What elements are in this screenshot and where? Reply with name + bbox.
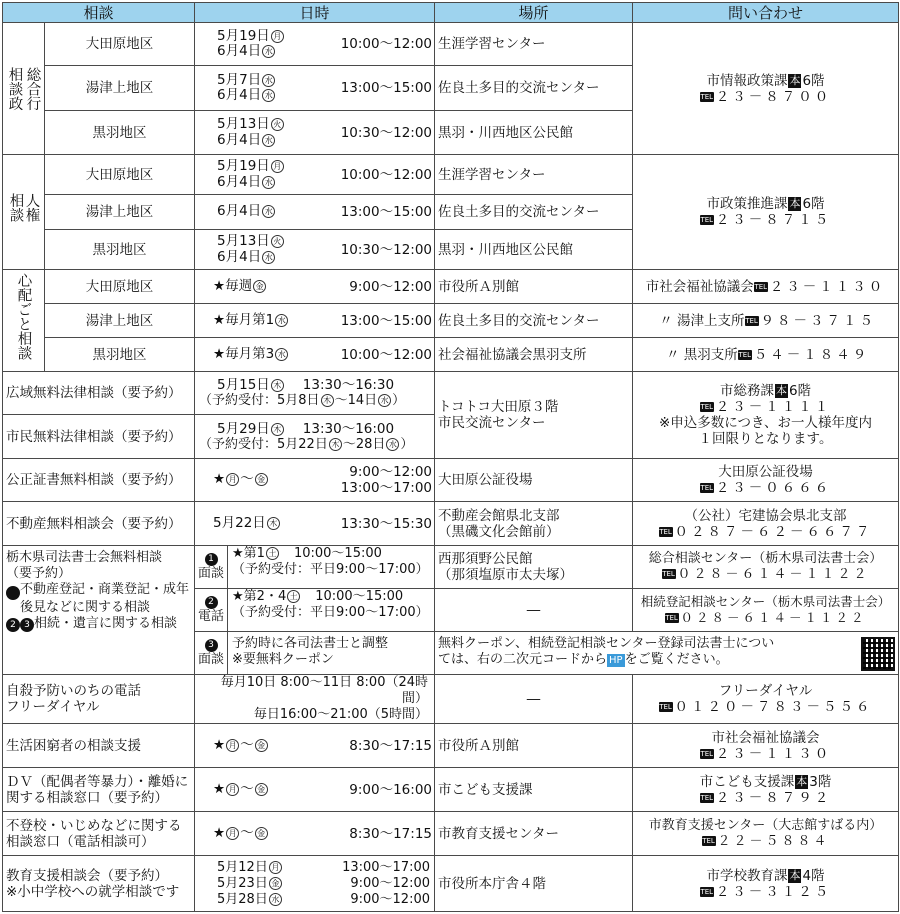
day-icon: 土: [287, 590, 300, 603]
day-icon: 水: [262, 251, 275, 264]
contact-worries-3: 〃 黒羽支所TEL ５４－１８４９: [633, 338, 899, 372]
place: 市役所Ａ別館: [435, 724, 633, 768]
phone-icon: TEL: [700, 216, 714, 224]
day-icon: 月: [226, 827, 239, 840]
area-kuro: 黒羽地区: [45, 230, 195, 270]
phone-icon: TEL: [659, 703, 672, 711]
time: 10:00～12:00: [340, 346, 433, 363]
phone-icon: TEL: [738, 350, 752, 359]
contact-worries-2: 〃 湯津上支所TEL ９８－３７１５: [633, 304, 899, 338]
honcho-icon: 本: [789, 73, 801, 87]
place: 佐良土多目的交流センター: [435, 304, 633, 338]
day-icon: 月: [226, 739, 239, 752]
time: 10:00～12:00: [340, 36, 433, 52]
day-icon: 月: [271, 160, 284, 173]
day-icon: 月: [226, 783, 239, 796]
place: 市教育支援センター: [435, 812, 633, 856]
place: 社会福祉協議会黒羽支所: [435, 338, 633, 372]
place-none: ―: [435, 675, 633, 724]
area-yuzu: 湯津上地区: [45, 66, 195, 111]
time: 13:00～15:00: [340, 312, 433, 329]
place: 生涯学習センター: [435, 23, 633, 66]
phone-icon: TEL: [700, 749, 714, 758]
day-icon: 金: [269, 877, 282, 890]
real-estate-consult: 不動産無料相談会（要予約）: [3, 502, 195, 546]
legal-consult-citizen: 市民無料法律相談（要予約）: [3, 415, 195, 459]
legal-wide-date: 5月15日 木 13:30～16:30 （予約受付：5月8日 木 ～14日 水 ）: [195, 372, 435, 415]
day-icon: 水: [262, 45, 275, 58]
legal-contact: 市総務課 本 6階 TEL ２３－１１１１ ※申込多数につき、お一人様年度内 １回限りとなります。: [633, 372, 899, 459]
number-2-icon: 2: [205, 596, 218, 609]
place: 市役所本庁舎４階: [435, 856, 633, 912]
place: 市役所Ａ別館: [435, 270, 633, 304]
day-icon: 水: [269, 893, 282, 906]
real-estate-place: 不動産会館県北支部 （黒磯文化会館前）: [435, 502, 633, 546]
place: 佐良土多目的交流センター: [435, 66, 633, 111]
time: 10:30～12:00: [340, 124, 433, 141]
phone-icon: TEL: [659, 527, 672, 536]
area-ota: 大田原地区: [45, 270, 195, 304]
truancy-consult: 不登校・いじめなどに関する 相談窓口（電話相談可）: [3, 812, 195, 856]
day-icon: 火: [271, 235, 284, 248]
day-icon: 木: [271, 423, 284, 436]
day-icon: 水: [275, 314, 288, 327]
day-icon: 水: [262, 89, 275, 102]
area-ota: 大田原地区: [45, 155, 195, 195]
header-toiawase: 問い合わせ: [633, 3, 899, 23]
area-yuzu: 湯津上地区: [45, 304, 195, 338]
place: 佐良土多目的交流センター: [435, 195, 633, 230]
group-worries: 心配ごと相談: [3, 270, 45, 372]
legal-citizen-date: 5月29日 木 13:30～16:00 （予約受付：5月22日 木 ～28日 水 ）: [195, 415, 435, 459]
header-basho: 場所: [435, 3, 633, 23]
suicide-prevention-contact: フリーダイヤル TEL ０１２０－７８３－５５６: [633, 675, 899, 724]
livelihood-support: 生活困窮者の相談支援: [3, 724, 195, 768]
day-icon: 金: [255, 739, 268, 752]
day-icon: 月: [226, 473, 239, 486]
hp-icon: HP: [609, 654, 623, 666]
date: 6月4日: [217, 43, 262, 59]
contact-general-admin: 市情報政策課 本 6階 TEL ２３－８７００: [633, 23, 899, 155]
number-3-icon: 3: [20, 618, 34, 632]
day-icon: 金: [255, 827, 268, 840]
header-nichiji: 日時: [195, 3, 435, 23]
header-soudan: 相談: [3, 3, 195, 23]
day-icon: 水: [378, 394, 391, 407]
place: 黒羽・川西地区公民館: [435, 111, 633, 155]
phone-icon: TEL: [700, 887, 714, 896]
honcho-icon: 本: [789, 868, 801, 882]
day-icon: 木: [321, 394, 334, 407]
education-contact: 市学校教育課 本 4階 TEL ２３－３１２５: [633, 856, 899, 912]
day-icon: 水: [275, 348, 288, 361]
truancy-contact: 市教育支援センター（大志館すばる内） TEL ２２－５８８４: [633, 812, 899, 856]
number-3-icon: 3: [205, 639, 218, 652]
coupon-info: 無料クーポン、相続登記相談センター登録司法書士につい ては、右の二次元コードから HP をご覧ください。: [435, 632, 899, 675]
real-estate-contact: （公社）宅建協会県北支部 TEL ０２８７－６２－６６７７: [633, 502, 899, 546]
qr-code-icon[interactable]: [861, 637, 895, 671]
group-label-part: 相談政: [6, 66, 23, 111]
place: 生涯学習センター: [435, 155, 633, 195]
contact-worries-1: 市社会福祉協議会TEL ２３－１１３０: [633, 270, 899, 304]
number-1-icon: [6, 586, 20, 600]
phone-icon: TEL: [754, 282, 768, 291]
scrivener-place: 西那須野公民館 （那須塩原市太夫塚）: [435, 546, 633, 589]
group-label-part: 総合行: [24, 66, 41, 111]
education-support: 教育支援相談会（要予約） ※小中学校への就学相談です: [3, 856, 195, 912]
notary-consult: 公正証書無料相談（要予約）: [3, 459, 195, 502]
day-icon: 水: [386, 438, 399, 451]
place: 大田原公証役場: [435, 459, 633, 502]
dv-contact: 市こども支援課 本 3階 TEL ２３－８７９２: [633, 768, 899, 812]
contact-human-rights: 市政策推進課 本 6階 TEL ２３－８７１５: [633, 155, 899, 270]
time: 10:00～12:00: [340, 166, 433, 183]
phone-icon: TEL: [700, 403, 714, 411]
day-icon: 水: [262, 205, 275, 218]
day-icon: 水: [262, 134, 275, 147]
phone-icon: TEL: [665, 614, 678, 622]
phone-icon: TEL: [700, 793, 714, 802]
area-yuzu: 湯津上地区: [45, 195, 195, 230]
area-kuro: 黒羽地区: [45, 111, 195, 155]
suicide-prevention-line: 自殺予防いのちの電話 フリーダイヤル: [3, 675, 195, 724]
honcho-icon: 本: [789, 197, 801, 210]
day-icon: 金: [255, 473, 268, 486]
number-1-icon: 1: [205, 553, 218, 566]
area-ota: 大田原地区: [45, 23, 195, 66]
place: 市こども支援課: [435, 768, 633, 812]
phone-icon: TEL: [700, 92, 714, 101]
day-icon: 水: [262, 74, 275, 87]
time: 10:30～12:00: [340, 241, 433, 258]
day-icon: 月: [271, 30, 284, 43]
group-human-rights: 人権相談: [3, 155, 45, 270]
day-icon: 土: [266, 547, 279, 560]
scrivener-contact-2: 相続登記相談センター（栃木県司法書士会） TEL ０２８－６１４－１１２２: [633, 589, 899, 632]
consultation-table: 相談 日時 場所 問い合わせ 総合行 相談政 大田原地区 5月19日 月 6月4日 水 10:00～12:00 生涯学習センター 市情報政策課 本 6階 TEL ２３－８７００ 湯津上地区 5月7日 水 6月4日 水 13:00～15:00 佐良土多目的交流センター 黒羽地区 5月13日 火 6月4日 水 10:30～12:00 黒羽・川西地区公民館 人権相談 大田原地区 5月19日 月 6月4日 水 10:00～12:00 生涯学習センター 市政策推進課 本 6階 TEL ２３－８７１５ 湯津上地区 6月4日 水 13:00～15:00 佐良土多目的交流センター 黒羽地区 5月13日 火 6月4日 水 10:30～12:00 黒羽・川西地区公民館 心配ごと相談 大田原地区 ★毎週 金 9:00～12:00 市役所Ａ別館 市社会福祉協議会TEL ２３－１１３０ 湯津上地区 ★毎月第1 水 13:00～15:00 佐良土多目的交流センター 〃 湯津上支所TEL ９８－３７１５ 黒羽地区 ★毎月第3 水 10:00～12:00 社会福祉協議会黒羽支所 〃 黒羽支所TEL ５４－１８４９ 広域無料法律相談（要予約） 5月15日 木 13:30～16:30 （予約受付：5月8日 木 ～14日 水 ） トコトコ大田原３階 市民交流センター 市総務課 本 6階 TEL ２３－１１１１ ※申込多数につき、お一人様年度内 １回限りとなります。 市民無料法律相談（要予約） 5月29日 木 13:30～16:00 （予約受付：5月22日 木 ～28日 水 ） 公正証書無料相談（要予約） ★ 月 ～ 金 9:00～12:00 13:00～17:00 大田原公証役場 大田原公証役場 TEL ２３－０６６６ 不動産無料相談会（要予約） 5月22日 木 13:30～15:30 不動産会館県北支部 （黒磯文化会館前） （公社）宅建協会県北支部 TEL ０２８７－６２－６６７７ 栃木県司法書士会無料相談 （要予約） 不動産登記・商業登記・成年 後見などに関する相談 2 3 相続・遺言に関する相談 1 面談 ★第1 土 10:00～15:00 （予約受付：平日9:00～17:00） 西那須野公民館 （那須塩原市太夫塚） 総合相談センター（栃木県司法書士会） TEL ０２８－６１４－１１２２ 2 電話 ★第2・4 土 10:00～15:00 （予約受付：平日9:00～17:00） ― 相続登記相談センター（栃木県司法書士会） TEL ０２８－６１４－１１２２ 3 面談 予約時に各司法書士と調整 ※要無料クーポン 無料クーポン、相続登記相談センター登録司法書士につい ては、右の二次元コードから HP をご覧ください。 自殺予防いのちの電話 フリーダイヤル 毎月10日 8:00～11日 8:00（24時間） 毎日16:00～21:00（5時間） ― フリーダイヤル TEL ０１２０－７８３－５５６ 生活困窮者の相談支援 ★ 月 ～ 金 8:30～17:15 市役所Ａ別館 市社会福祉協議会 TEL ２３－１１３０ ＤＶ（配偶者等暴力）・離婚に 関する相談窓口（要予約） ★ 月 ～ 金 9:00～16:00 市こども支援課 市こども支援課 本 3階 TEL ２３－８７９２ 不登校・いじめなどに関する 相談窓口（電話相談可） ★ 月 ～ 金 8:30～17:15 市教育支援センター 市教育支援センター（大志館すばる内） TEL ２２－５８８４ 教育支援相談会（要予約） ※小中学校への就学相談です 5月12日 月 13:00～17:00 5月23日 金 9:00～12:00 5月28日 水 9:00～12:00 市役所本庁舎４階 市学校教育課 本 4階 TEL ２３－３１２５: [2, 2, 899, 912]
area-kuro: 黒羽地区: [45, 338, 195, 372]
education-dates: 5月12日 月 13:00～17:00 5月23日 金 9:00～12:00 5月28日 水 9:00～12:00: [195, 856, 435, 912]
day-icon: 水: [262, 176, 275, 189]
legal-consult-wide: 広域無料法律相談（要予約）: [3, 372, 195, 415]
number-2-icon: 2: [6, 618, 20, 632]
day-icon: 火: [271, 118, 284, 131]
day-icon: 金: [255, 783, 268, 796]
honcho-icon: 本: [796, 774, 808, 788]
day-icon: 木: [329, 438, 342, 451]
day-icon: 月: [269, 861, 282, 874]
group-general-admin: [3, 23, 45, 155]
phone-icon: TEL: [662, 570, 675, 578]
date: 5月19日: [217, 27, 270, 44]
suicide-prevention-time: 毎月10日 8:00～11日 8:00（24時間） 毎日16:00～21:00（5時間）: [195, 675, 435, 724]
place: 黒羽・川西地区公民館: [435, 230, 633, 270]
day-icon: 木: [271, 379, 284, 392]
day-icon: 木: [267, 517, 280, 530]
notary-contact: 大田原公証役場 TEL ２３－０６６６: [633, 459, 899, 502]
place-none: ―: [435, 589, 633, 632]
time: 13:00～15:00: [340, 80, 433, 96]
phone-icon: TEL: [745, 316, 758, 325]
judicial-scrivener-consult: 栃木県司法書士会無料相談 （要予約） 不動産登記・商業登記・成年 後見などに関する相談 2 3 相続・遺言に関する相談: [3, 546, 195, 675]
livelihood-contact: 市社会福祉協議会 TEL ２３－１１３０: [633, 724, 899, 768]
dv-consult: ＤＶ（配偶者等暴力）・離婚に 関する相談窓口（要予約）: [3, 768, 195, 812]
honcho-icon: 本: [775, 384, 787, 397]
phone-icon: TEL: [702, 836, 715, 845]
scrivener-contact-1: 総合相談センター（栃木県司法書士会） TEL ０２８－６１４－１１２２: [633, 546, 899, 589]
legal-place: トコトコ大田原３階 市民交流センター: [435, 372, 633, 459]
time: 13:00～15:00: [340, 204, 433, 220]
time: 9:00～12:00: [349, 278, 433, 295]
day-icon: 金: [253, 280, 266, 293]
phone-icon: TEL: [700, 484, 714, 492]
